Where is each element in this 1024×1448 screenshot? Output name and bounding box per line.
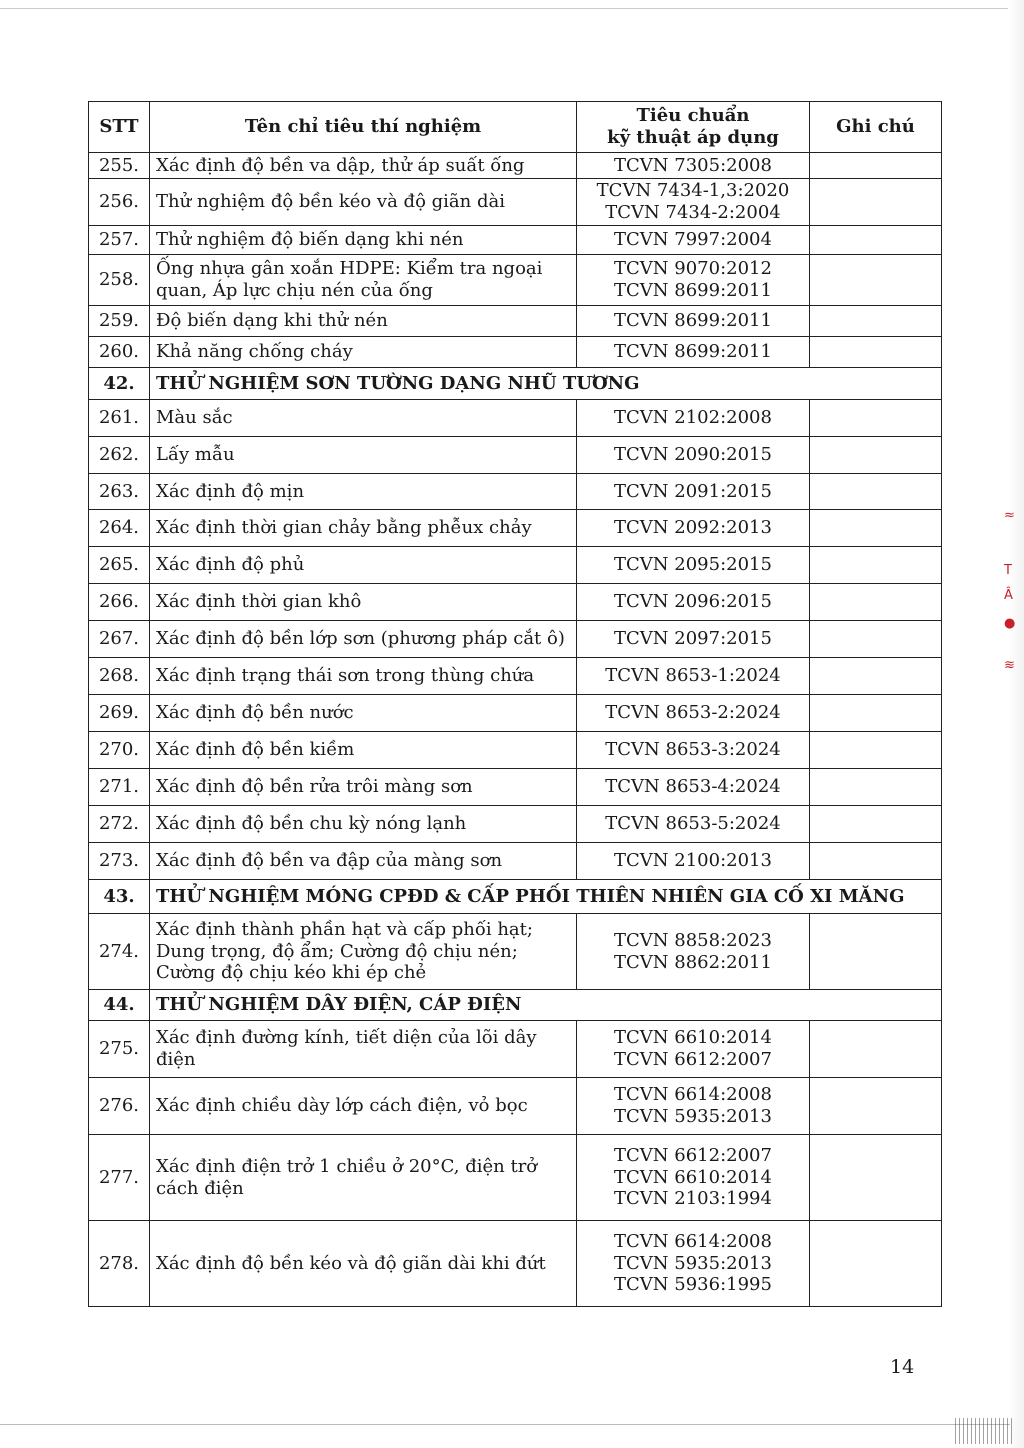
standard-code: TCVN 8653-4:2024 [605, 776, 781, 798]
standard-code: TCVN 8699:2011 [614, 280, 772, 301]
row-number: 268. [89, 658, 150, 695]
row-number: 262. [89, 437, 150, 474]
test-name: Độ biến dạng khi thử nén [150, 306, 577, 337]
note-cell [810, 914, 942, 990]
standard-cell [577, 306, 810, 337]
table-row [89, 255, 942, 306]
standard-code: TCVN 2090:2015 [614, 444, 772, 466]
row-number: 278. [89, 1221, 150, 1307]
red-stamp-mark: ≈ T Â ● ≋ [1004, 508, 1016, 673]
test-name: Khả năng chống cháy [150, 337, 577, 368]
test-name: Lấy mẫu [150, 437, 577, 474]
section-row [89, 368, 942, 400]
standard-code: TCVN 2097:2015 [614, 628, 772, 650]
test-name: Xác định độ bền nước [150, 695, 577, 732]
row-number: 271. [89, 769, 150, 806]
standard-code: TCVN 8699:2011 [614, 310, 772, 332]
standard-cell [577, 1135, 810, 1221]
row-number: 257. [89, 226, 150, 255]
standard-cell [577, 1021, 810, 1078]
note-cell [810, 153, 942, 179]
test-name: Ống nhựa gân xoắn HDPE: Kiểm tra ngoại quan, Áp lực chịu nén của ống [150, 255, 577, 306]
standard-code: TCVN 2102:2008 [614, 407, 772, 429]
table-body [89, 153, 942, 1307]
test-name: Xác định chiều dày lớp cách điện, vỏ bọc [150, 1078, 577, 1135]
standard-code: TCVN 8653-2:2024 [605, 702, 781, 724]
standard-code: TCVN 6614:2008 [614, 1084, 772, 1106]
row-number: 267. [89, 621, 150, 658]
standard-cell [577, 437, 810, 474]
table-row [89, 1078, 942, 1135]
table-row [89, 153, 942, 179]
standard-cell [577, 732, 810, 769]
test-name: Xác định độ bền chu kỳ nóng lạnh [150, 806, 577, 843]
standard-code: TCVN 2095:2015 [614, 554, 772, 576]
row-number: 269. [89, 695, 150, 732]
scan-top-edge [0, 8, 1010, 9]
note-cell [810, 400, 942, 437]
test-standards-table [88, 101, 942, 1307]
note-cell [810, 179, 942, 226]
row-number: 264. [89, 510, 150, 547]
standard-cell [577, 1078, 810, 1135]
test-name: Xác định độ bền va dập, thử áp suất ống [150, 153, 577, 179]
standard-code: TCVN 8862:2011 [614, 951, 772, 973]
test-name: Xác định độ bền va đập của màng sơn [150, 843, 577, 880]
standard-cell [577, 621, 810, 658]
note-cell [810, 806, 942, 843]
table-row [89, 914, 942, 990]
section-number: 43. [89, 880, 150, 914]
scan-right-edge [1008, 0, 1024, 1448]
standard-code: TCVN 2096:2015 [614, 591, 772, 613]
standard-cell [577, 769, 810, 806]
table-row [89, 474, 942, 510]
table-row [89, 732, 942, 769]
note-cell [810, 1221, 942, 1307]
test-name: Xác định thời gian chảy bằng phễux chảy [150, 510, 577, 547]
header-test-name: Tên chỉ tiêu thí nghiệm [150, 102, 577, 153]
standard-code: TCVN 9070:2012 [614, 258, 772, 280]
row-number: 276. [89, 1078, 150, 1135]
test-name: Xác định độ bền rửa trôi màng sơn [150, 769, 577, 806]
row-number: 266. [89, 584, 150, 621]
note-cell [810, 1135, 942, 1221]
test-name: Xác định thành phần hạt và cấp phối hạt; Dung trọng, độ ẩm; Cường độ chịu nén; Cường độ chịu kéo khi ép chẻ [150, 914, 577, 990]
standard-cell [577, 914, 810, 990]
row-number: 256. [89, 179, 150, 226]
row-number: 275. [89, 1021, 150, 1078]
section-number: 42. [89, 368, 150, 400]
standard-code: TCVN 7997:2004 [614, 229, 772, 251]
standard-cell [577, 843, 810, 880]
row-number: 277. [89, 1135, 150, 1221]
standard-code: TCVN 8858:2023 [614, 929, 772, 951]
row-number: 261. [89, 400, 150, 437]
row-number: 265. [89, 547, 150, 584]
note-cell [810, 226, 942, 255]
test-name: Xác định đường kính, tiết diện của lõi dây điện [150, 1021, 577, 1078]
note-cell [810, 695, 942, 732]
section-title: THỬ NGHIỆM DÂY ĐIỆN, CÁP ĐIỆN [150, 990, 942, 1021]
standard-code: TCVN 7305:2008 [614, 154, 772, 176]
standard-code: TCVN 5935:2013 [614, 1106, 772, 1127]
standard-cell [577, 1221, 810, 1307]
note-cell [810, 510, 942, 547]
test-name: Xác định thời gian khô [150, 584, 577, 621]
standard-code: TCVN 6610:2014 [614, 1027, 772, 1049]
standard-cell [577, 474, 810, 510]
row-number: 272. [89, 806, 150, 843]
standard-code: TCVN 6614:2008 [614, 1231, 772, 1253]
note-cell [810, 437, 942, 474]
standard-cell [577, 547, 810, 584]
section-title: THỬ NGHIỆM SƠN TƯỜNG DẠNG NHŨ TƯƠNG [150, 368, 942, 400]
standard-cell [577, 226, 810, 255]
standard-code: TCVN 8653-1:2024 [605, 665, 781, 687]
standard-cell [577, 153, 810, 179]
standard-cell [577, 400, 810, 437]
table-row [89, 1021, 942, 1078]
standard-code: TCVN 5936:1995 [614, 1274, 772, 1296]
standard-cell [577, 806, 810, 843]
note-cell [810, 658, 942, 695]
header-note: Ghi chú [810, 102, 942, 153]
section-title: THỬ NGHIỆM MÓNG CPĐD & CẤP PHỐI THIÊN NHIÊN GIA CỐ XI MĂNG [150, 880, 942, 914]
standard-code: TCVN 2100:2013 [614, 850, 772, 872]
standard-code: TCVN 6610:2014 [614, 1166, 772, 1188]
standard-code: TCVN 8699:2011 [614, 341, 772, 363]
standard-code: TCVN 8653-3:2024 [605, 739, 781, 761]
table-row [89, 400, 942, 437]
table-row [89, 226, 942, 255]
standard-cell [577, 179, 810, 226]
row-number: 273. [89, 843, 150, 880]
test-name: Xác định độ bền lớp sơn (phương pháp cắt ô) [150, 621, 577, 658]
table-row [89, 769, 942, 806]
row-number: 270. [89, 732, 150, 769]
row-number: 259. [89, 306, 150, 337]
test-name: Xác định độ phủ [150, 547, 577, 584]
note-cell [810, 621, 942, 658]
row-number: 263. [89, 474, 150, 510]
table-row [89, 1221, 942, 1307]
standard-cell [577, 584, 810, 621]
test-name: Xác định điện trở 1 chiều ở 20°C, điện trở cách điện [150, 1135, 577, 1221]
standard-code: TCVN 2103:1994 [614, 1188, 772, 1210]
note-cell [810, 1078, 942, 1135]
page-number: 14 [890, 1356, 915, 1378]
scan-artifact [955, 1418, 1015, 1444]
standard-code: TCVN 2092:2013 [614, 517, 772, 539]
table-row [89, 621, 942, 658]
note-cell [810, 255, 942, 306]
standard-cell [577, 337, 810, 368]
header-standard-line2: kỹ thuật áp dụng [607, 127, 779, 148]
section-number: 44. [89, 990, 150, 1021]
section-row [89, 990, 942, 1021]
note-cell [810, 306, 942, 337]
table-row [89, 179, 942, 226]
row-number: 255. [89, 153, 150, 179]
note-cell [810, 843, 942, 880]
standard-code: TCVN 6612:2007 [614, 1145, 772, 1167]
standard-code: TCVN 2091:2015 [614, 480, 772, 502]
standard-cell [577, 510, 810, 547]
scan-bottom-edge [0, 1424, 1010, 1425]
test-name: Thử nghiệm độ bền kéo và độ giãn dài [150, 179, 577, 226]
note-cell [810, 1021, 942, 1078]
test-name: Thử nghiệm độ biến dạng khi nén [150, 226, 577, 255]
standard-code: TCVN 8653-5:2024 [605, 813, 781, 835]
test-name: Xác định trạng thái sơn trong thùng chứa [150, 658, 577, 695]
row-number: 258. [89, 255, 150, 306]
header-stt: STT [89, 102, 150, 153]
test-name: Xác định độ mịn [150, 474, 577, 510]
standard-cell [577, 255, 810, 306]
table-row [89, 695, 942, 732]
test-name: Màu sắc [150, 400, 577, 437]
table-row [89, 547, 942, 584]
table-row [89, 584, 942, 621]
table-row [89, 806, 942, 843]
row-number: 274. [89, 914, 150, 990]
section-row [89, 880, 942, 914]
table-row [89, 658, 942, 695]
note-cell [810, 732, 942, 769]
header-standard [577, 102, 810, 153]
test-name: Xác định độ bền kiềm [150, 732, 577, 769]
standard-cell [577, 658, 810, 695]
table-row [89, 843, 942, 880]
table-row [89, 437, 942, 474]
table-row [89, 306, 942, 337]
table-row [89, 337, 942, 368]
note-cell [810, 547, 942, 584]
note-cell [810, 769, 942, 806]
table-row [89, 1135, 942, 1221]
standard-cell [577, 695, 810, 732]
table-row [89, 510, 942, 547]
table-header-row [89, 102, 942, 153]
standard-code: TCVN 7434-2:2004 [605, 202, 781, 223]
standard-code: TCVN 7434-1,3:2020 [596, 180, 790, 202]
note-cell [810, 584, 942, 621]
standard-code: TCVN 6612:2007 [614, 1049, 772, 1070]
note-cell [810, 474, 942, 510]
note-cell [810, 337, 942, 368]
row-number: 260. [89, 337, 150, 368]
standard-code: TCVN 5935:2013 [614, 1252, 772, 1274]
test-name: Xác định độ bền kéo và độ giãn dài khi đứt [150, 1221, 577, 1307]
header-standard-line1: Tiêu chuẩn [636, 105, 750, 127]
